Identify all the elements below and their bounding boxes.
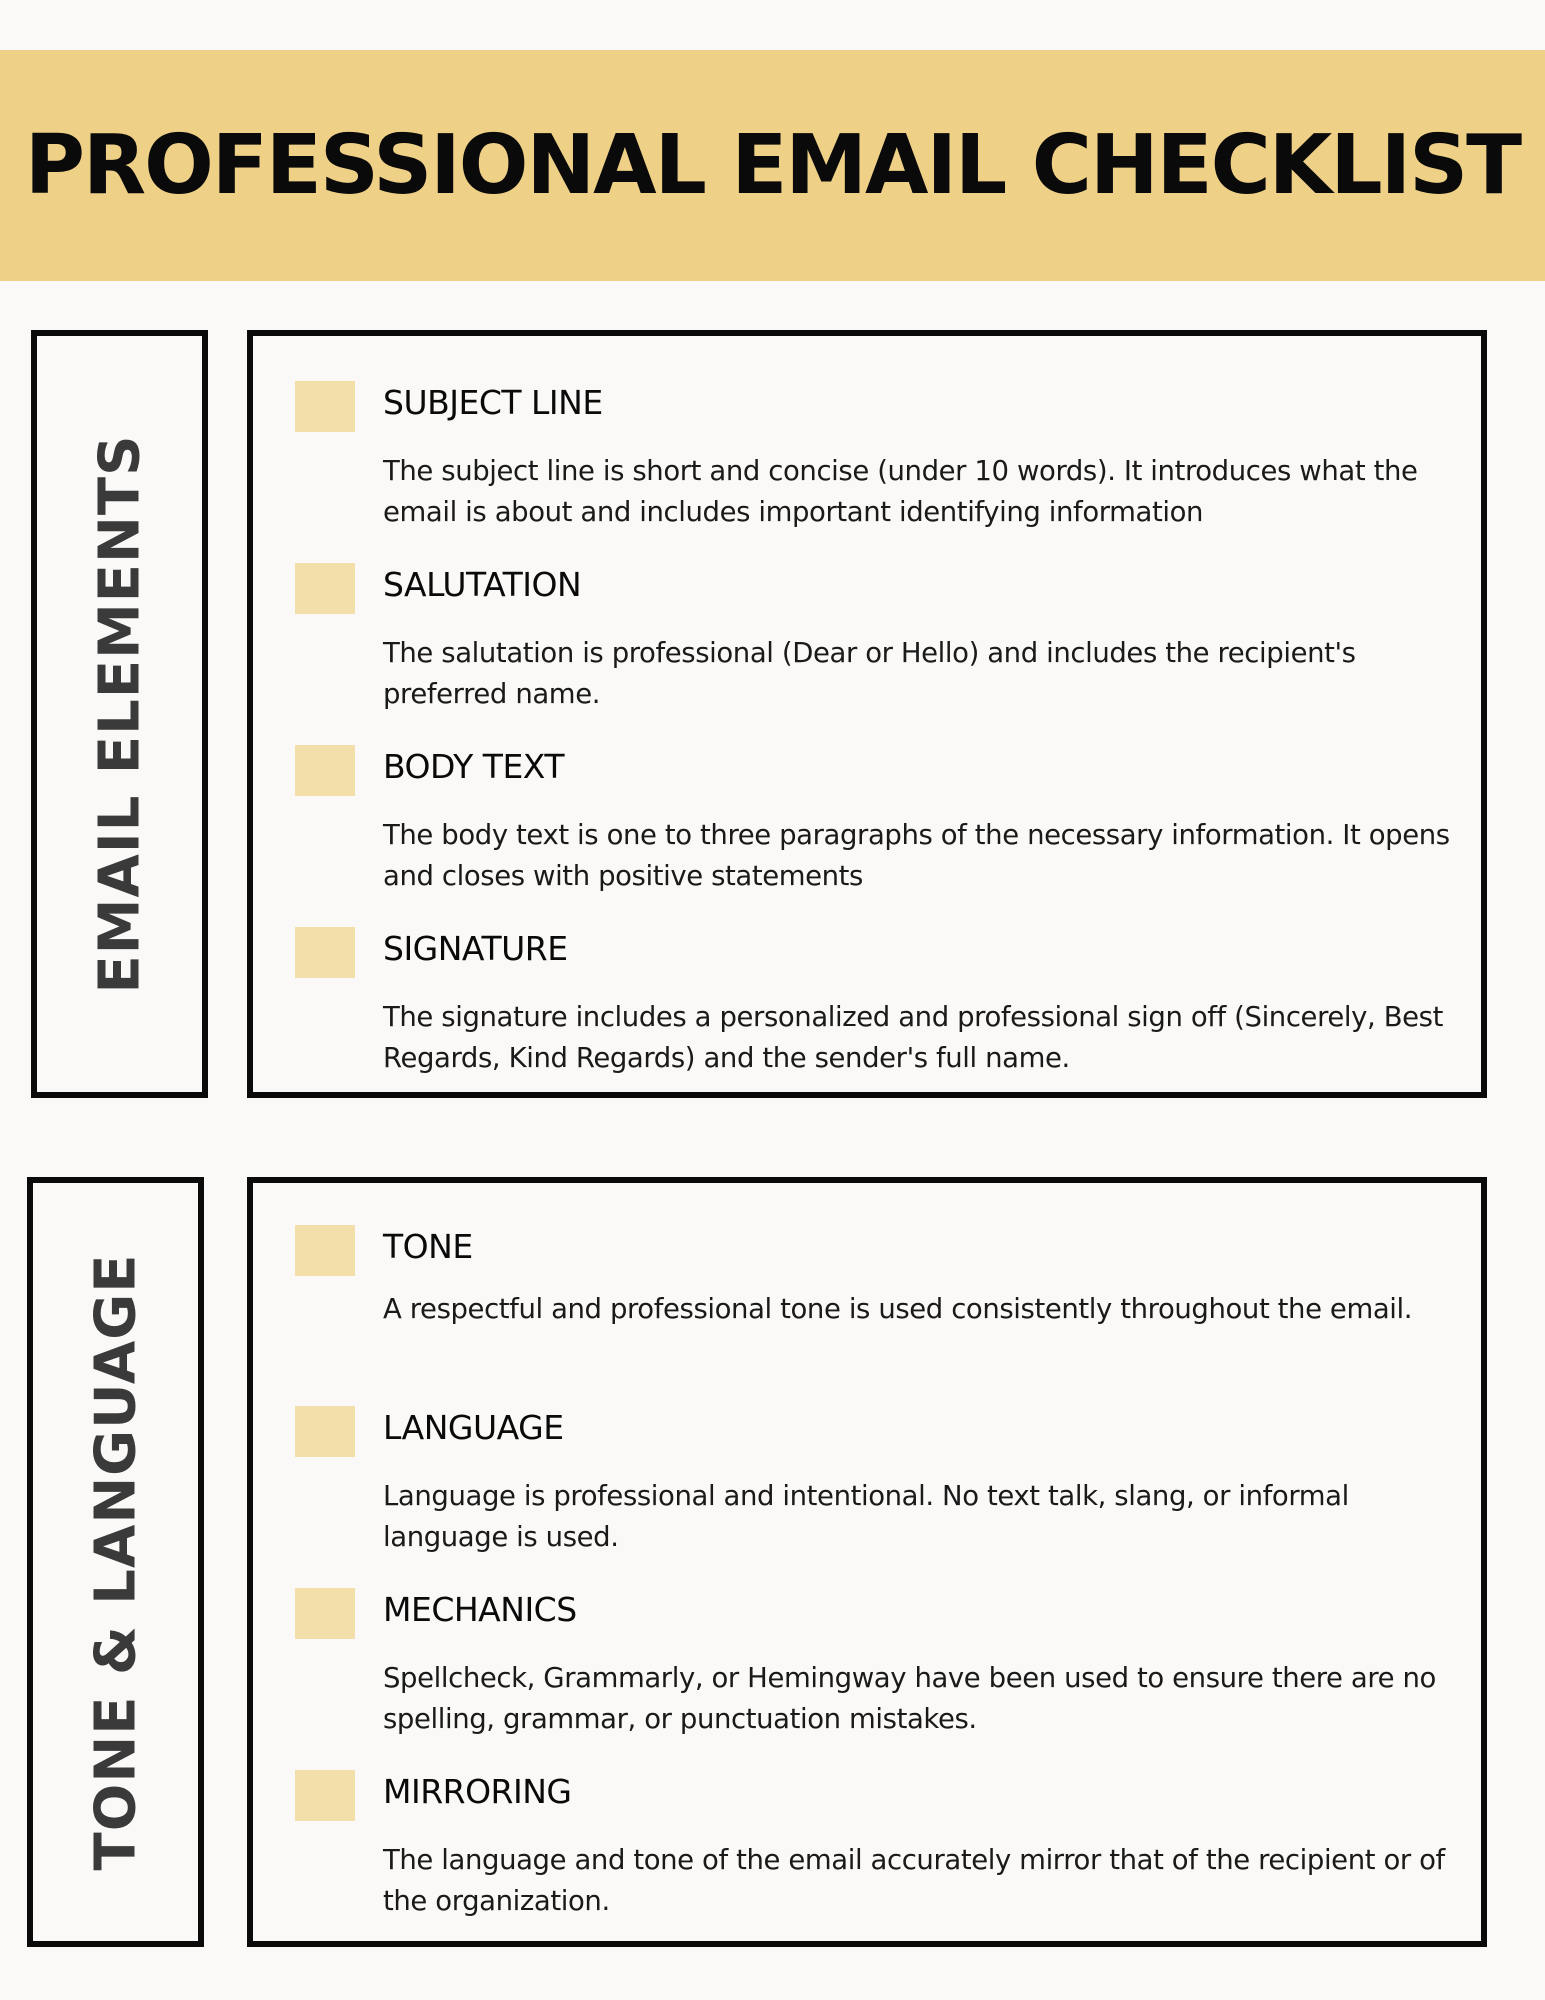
section-label-tone-language: TONE & LANGUAGE <box>83 1253 148 1871</box>
item-description-subject-line: The subject line is short and concise (under 10 words). It introduces what the email is about and includes important identifying information <box>383 455 1418 528</box>
item-title-mechanics: MECHANICS <box>383 1590 577 1629</box>
item-description-mechanics: Spellcheck, Grammarly, or Hemingway have been used to ensure there are no spelling, grammar, or punctuation mistakes. <box>383 1662 1436 1735</box>
item-title-mirroring: MIRRORING <box>383 1772 572 1811</box>
checkbox-language[interactable] <box>295 1406 355 1457</box>
item-title-signature: SIGNATURE <box>383 929 568 968</box>
item-title-salutation: SALUTATION <box>383 565 582 604</box>
checkbox-tone[interactable] <box>295 1225 355 1276</box>
title-banner <box>0 50 1545 281</box>
item-description-mirroring: The language and tone of the email accurately mirror that of the recipient or of the organization. <box>383 1844 1445 1917</box>
checkbox-signature[interactable] <box>295 927 355 978</box>
item-description-body-text: The body text is one to three paragraphs of the necessary information. It opens and closes with positive statements <box>383 819 1450 892</box>
item-description-tone: A respectful and professional tone is used consistently throughout the email. <box>383 1293 1413 1325</box>
item-title-tone: TONE <box>383 1227 473 1266</box>
checklist-box-email-elements <box>247 330 1487 1098</box>
section-label-box-tone-language <box>27 1177 204 1947</box>
checkbox-salutation[interactable] <box>295 563 355 614</box>
item-title-language: LANGUAGE <box>383 1408 564 1447</box>
page-title: PROFESSIONAL EMAIL CHECKLIST <box>24 118 1521 213</box>
checkbox-mirroring[interactable] <box>295 1770 355 1821</box>
item-title-body-text: BODY TEXT <box>383 747 564 786</box>
checklist-box-tone-language <box>247 1177 1487 1947</box>
item-description-language: Language is professional and intentional. No text talk, slang, or informal language is used. <box>383 1480 1349 1553</box>
section-label-email-elements: EMAIL ELEMENTS <box>87 434 152 994</box>
section-label-box-email-elements <box>31 330 208 1098</box>
checkbox-body-text[interactable] <box>295 745 355 796</box>
item-description-salutation: The salutation is professional (Dear or Hello) and includes the recipient's preferred name. <box>383 637 1356 710</box>
checkbox-subject-line[interactable] <box>295 381 355 432</box>
item-description-signature: The signature includes a personalized and professional sign off (Sincerely, Best Regards, Kind Regards) and the sender's full name. <box>383 1001 1443 1074</box>
checkbox-mechanics[interactable] <box>295 1588 355 1639</box>
item-title-subject-line: SUBJECT LINE <box>383 383 603 422</box>
